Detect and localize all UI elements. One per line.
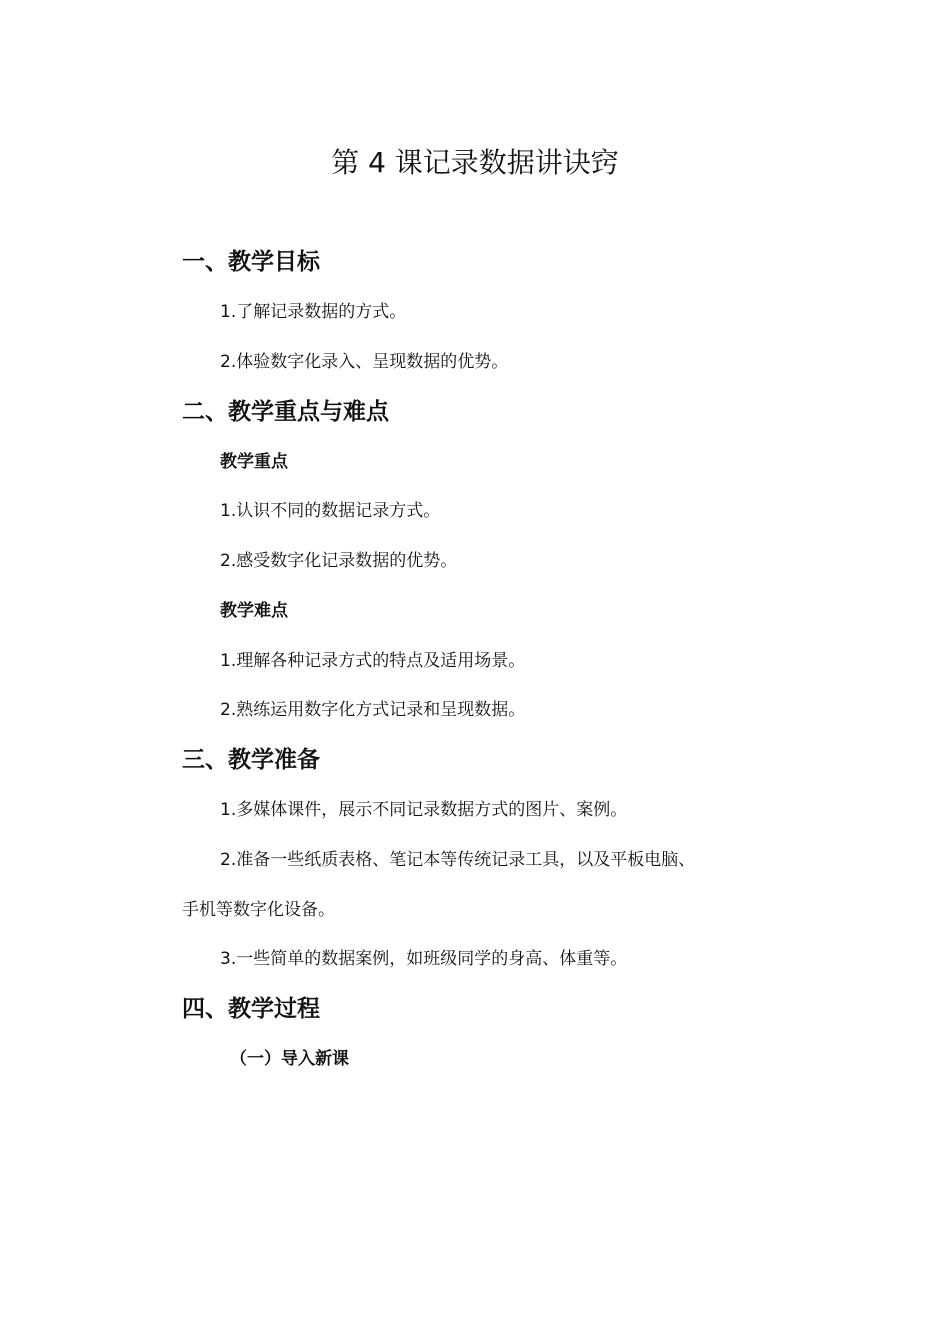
section-heading-teaching-goals: 一、教学目标 <box>182 249 320 275</box>
preparation-item-3: 3.一些简单的数据案例，如班级同学的身高、体重等。 <box>220 949 628 969</box>
focus-item-1: 1.认识不同的数据记录方式。 <box>220 501 441 521</box>
goal-item-2: 2.体验数字化录入、呈现数据的优势。 <box>220 352 509 372</box>
subsection-introduction: （一）导入新课 <box>230 1049 349 1069</box>
section-heading-teaching-process: 四、教学过程 <box>182 996 320 1022</box>
section-heading-key-points: 二、教学重点与难点 <box>182 399 389 425</box>
section-heading-preparation: 三、教学准备 <box>182 747 320 773</box>
difficulty-item-1: 1.理解各种记录方式的特点及适用场景。 <box>220 651 526 671</box>
difficulty-item-2: 2.熟练运用数字化方式记录和呈现数据。 <box>220 700 526 720</box>
focus-label: 教学重点 <box>220 452 288 472</box>
document-title: 第 4 课记录数据讲诀窍 <box>331 146 619 179</box>
difficulty-label: 教学难点 <box>220 601 288 621</box>
preparation-item-2: 2.准备一些纸质表格、笔记本等传统记录工具，以及平板电脑、 <box>220 850 696 870</box>
preparation-item-2-continued: 手机等数字化设备。 <box>182 900 335 920</box>
preparation-item-1: 1.多媒体课件，展示不同记录数据方式的图片、案例。 <box>220 800 628 820</box>
focus-item-2: 2.感受数字化记录数据的优势。 <box>220 551 458 571</box>
goal-item-1: 1.了解记录数据的方式。 <box>220 302 407 322</box>
